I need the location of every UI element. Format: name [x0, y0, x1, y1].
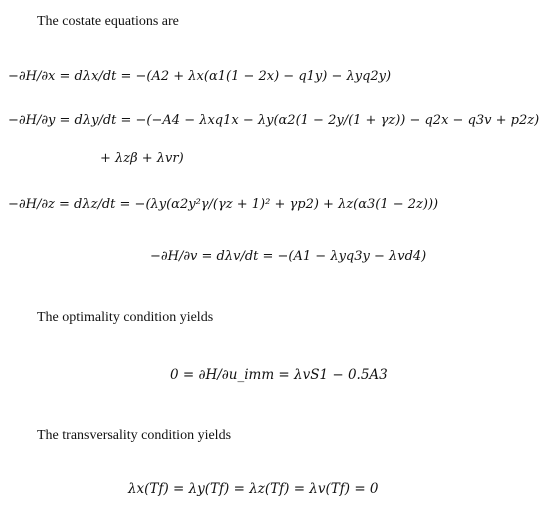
- costate-equation-v: −∂H/∂v = dλv/dt = −(A1 − λyq3y − λvd4): [150, 249, 427, 264]
- transversality-text: The transversality condition yields: [37, 428, 232, 443]
- transversality-equation: λx(Tf) = λy(Tf) = λz(Tf) = λv(Tf) = 0: [128, 481, 379, 497]
- costate-equation-z: −∂H/∂z = dλz/dt = −(λy(α2y²γ/(γz + 1)² + γp2) + λz(α3(1 − 2z))): [8, 197, 439, 212]
- optimality-text: The optimality condition yields: [37, 310, 214, 325]
- costate-equation-y: −∂H/∂y = dλy/dt = −(−A4 − λxq1x − λy(α2(1 − 2y/(1 + γz)) − q2x − q3v + p2z): [8, 113, 539, 128]
- intro-text: The costate equations are: [37, 14, 179, 29]
- costate-equation-y-continued: + λzβ + λvr): [100, 151, 184, 166]
- optimality-equation: 0 = ∂H/∂u_imm = λvS1 − 0.5A3: [170, 367, 388, 383]
- costate-equation-x: −∂H/∂x = dλx/dt = −(A2 + λx(α1(1 − 2x) − q1y) − λyq2y): [8, 69, 392, 84]
